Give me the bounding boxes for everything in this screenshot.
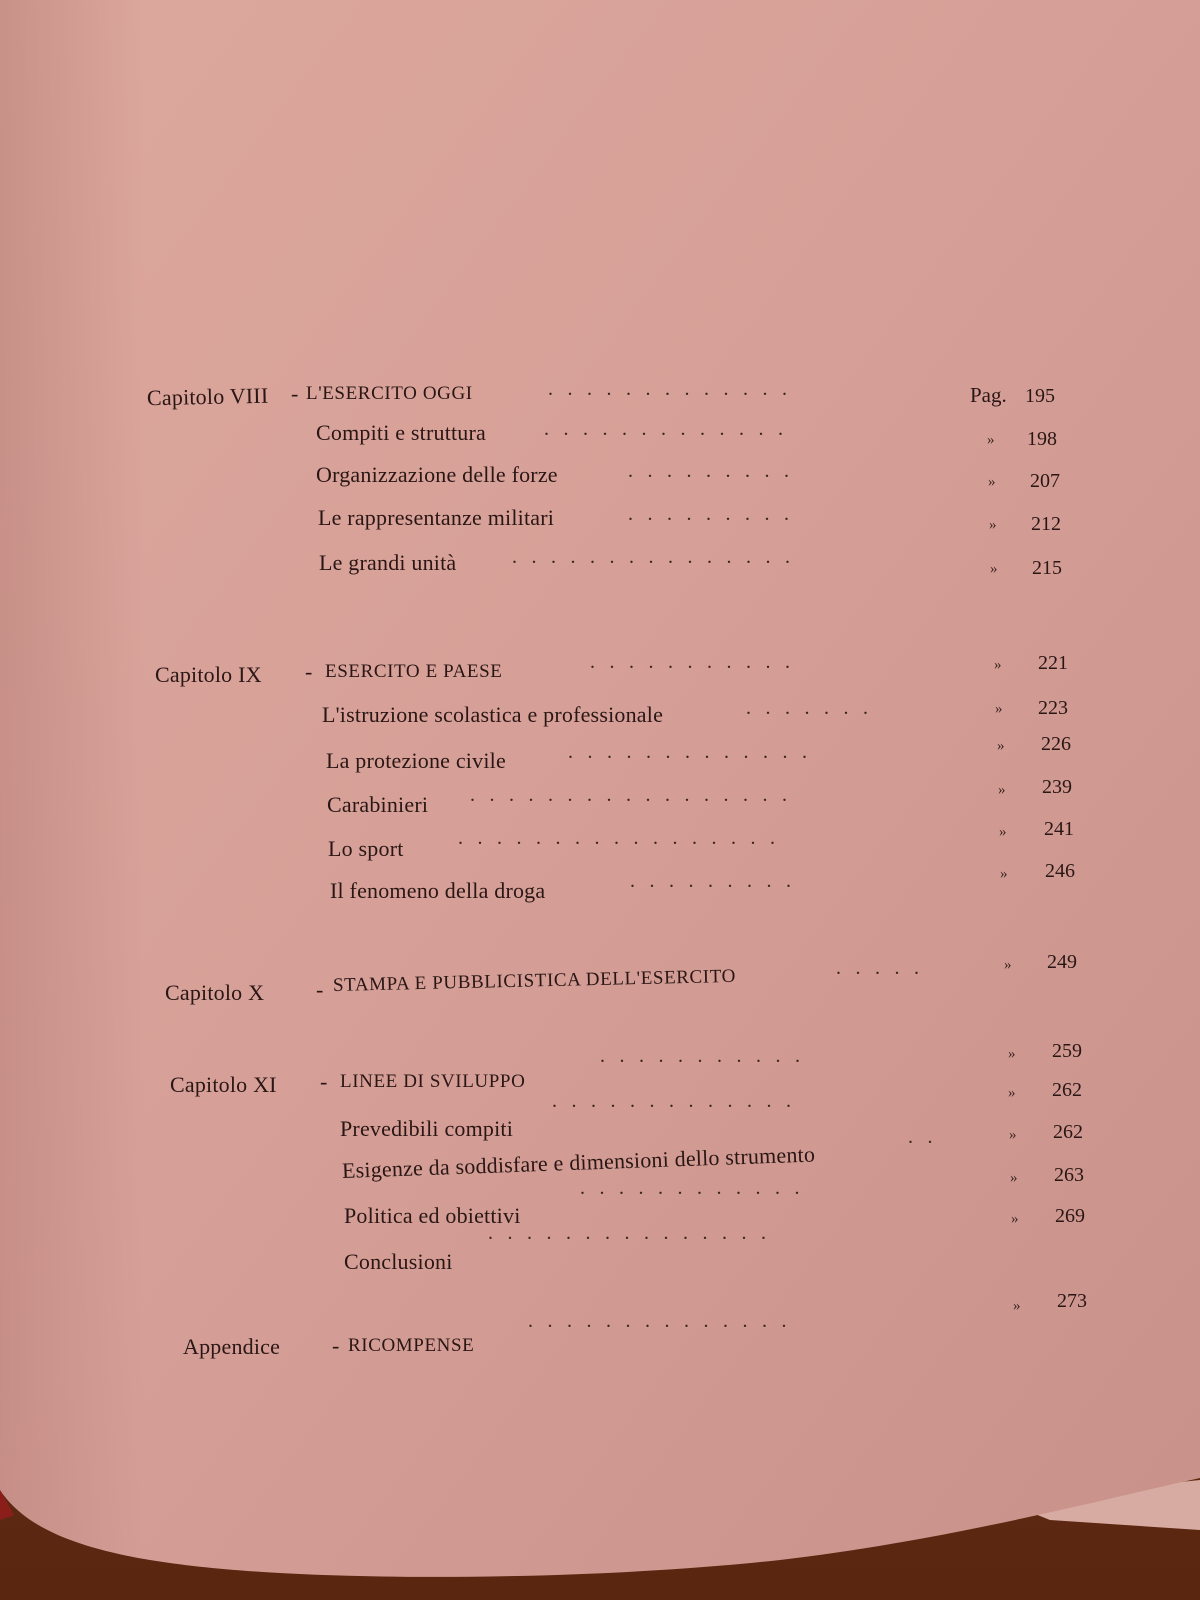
section-title[interactable]: L'istruzione scolastica e professionale	[322, 702, 664, 727]
page-number[interactable]: 263	[1054, 1164, 1084, 1186]
ditto-mark: »	[987, 432, 995, 448]
page-number[interactable]: 195	[1025, 385, 1055, 407]
chapter-title[interactable]: LINEE DI SVILUPPO	[340, 1071, 526, 1092]
section-title[interactable]: Organizzazione delle forze	[316, 462, 558, 487]
ditto-mark: »	[1008, 1085, 1016, 1101]
page-number[interactable]: 259	[1052, 1040, 1082, 1062]
page-number[interactable]: 269	[1055, 1205, 1085, 1227]
dash-separator: -	[320, 1069, 328, 1094]
ditto-mark: »	[1008, 1046, 1016, 1062]
chapter-label[interactable]: Capitolo XI	[170, 1072, 277, 1097]
page-number[interactable]: 273	[1057, 1290, 1087, 1312]
dot-leader: .............	[548, 378, 802, 400]
chapter-title[interactable]: L'ESERCITO OGGI	[306, 383, 473, 404]
page-number[interactable]: 221	[1038, 652, 1068, 674]
page-number[interactable]: 246	[1045, 860, 1075, 882]
page-number[interactable]: 262	[1052, 1079, 1082, 1101]
chapter-label[interactable]: Capitolo IX	[155, 662, 262, 687]
dot-leader: ...........	[590, 651, 805, 673]
page-number[interactable]: 239	[1042, 776, 1072, 798]
ditto-mark: »	[997, 738, 1005, 754]
section-title[interactable]: Prevedibili compiti	[340, 1116, 514, 1141]
dot-leader: ..............	[528, 1310, 801, 1332]
chapter-title[interactable]: STAMPA E PUBBLICISTICA DELL'ESERCITO	[332, 965, 737, 996]
appendix-label[interactable]: Appendice	[183, 1334, 281, 1359]
ditto-mark: »	[1004, 957, 1012, 973]
page-number[interactable]: 212	[1031, 513, 1061, 535]
dot-leader: .............	[544, 418, 798, 440]
ditto-mark: »	[994, 657, 1002, 673]
dot-leader: .........	[630, 870, 806, 892]
section-title[interactable]: Le grandi unità	[319, 550, 457, 575]
page-number[interactable]: 249	[1047, 951, 1077, 973]
ditto-mark: »	[989, 517, 997, 533]
dot-leader: .............	[552, 1090, 806, 1112]
section-title[interactable]: Compiti e struttura	[316, 420, 487, 445]
ditto-mark: »	[998, 782, 1006, 798]
dot-leader: ...............	[488, 1222, 781, 1244]
section-title[interactable]: Lo sport	[328, 836, 404, 861]
appendix-title[interactable]: RICOMPENSE	[348, 1335, 475, 1356]
page-number[interactable]: 241	[1044, 818, 1074, 840]
section-title[interactable]: Il fenomeno della droga	[330, 878, 546, 903]
dot-leader: .........	[628, 503, 804, 525]
chapter-label[interactable]: Capitolo X	[165, 980, 265, 1005]
section-title[interactable]: Conclusioni	[344, 1249, 453, 1274]
chapter-title[interactable]: ESERCITO E PAESE	[325, 661, 503, 682]
section-title[interactable]: Carabinieri	[327, 792, 429, 817]
ditto-mark: »	[1011, 1211, 1019, 1227]
section-title[interactable]: Esigenze da soddisfare e dimensioni dello strumento	[341, 1141, 816, 1183]
dot-leader: .................	[470, 784, 802, 806]
page-number[interactable]: 207	[1030, 470, 1060, 492]
page-number[interactable]: 215	[1032, 557, 1062, 579]
section-title[interactable]: Politica ed obiettivi	[344, 1203, 521, 1228]
dot-leader: ...............	[512, 546, 805, 568]
chapter-label[interactable]: Capitolo VIII	[146, 382, 269, 411]
ditto-mark: »	[1009, 1127, 1017, 1143]
ditto-mark: »	[990, 561, 998, 577]
page-number[interactable]: 223	[1038, 697, 1068, 719]
dot-leader: .............	[568, 741, 822, 763]
dash-separator: -	[316, 977, 324, 1002]
dash-separator: -	[305, 659, 313, 684]
ditto-mark: »	[1010, 1170, 1018, 1186]
ditto-mark: »	[988, 474, 996, 490]
ditto-mark: »	[995, 701, 1003, 717]
dot-leader: ...........	[600, 1045, 815, 1067]
dash-separator: -	[291, 381, 299, 406]
section-title[interactable]: Le rappresentanze militari	[318, 505, 555, 530]
dot-leader: .................	[458, 827, 790, 849]
ditto-mark: »	[1000, 866, 1008, 882]
dot-leader: .....	[836, 957, 934, 979]
page-number[interactable]: 262	[1053, 1121, 1083, 1143]
page-prefix: Pag.	[970, 383, 1007, 407]
page-number[interactable]: 198	[1027, 428, 1057, 450]
dot-leader: ..	[908, 1126, 947, 1148]
section-title[interactable]: La protezione civile	[326, 748, 506, 773]
page-number[interactable]: 226	[1041, 733, 1071, 755]
dot-leader: .......	[746, 697, 883, 719]
ditto-mark: »	[999, 824, 1007, 840]
dash-separator: -	[332, 1333, 340, 1358]
dot-leader: ............	[580, 1177, 814, 1199]
dot-leader: .........	[628, 460, 804, 482]
ditto-mark: »	[1013, 1298, 1021, 1314]
